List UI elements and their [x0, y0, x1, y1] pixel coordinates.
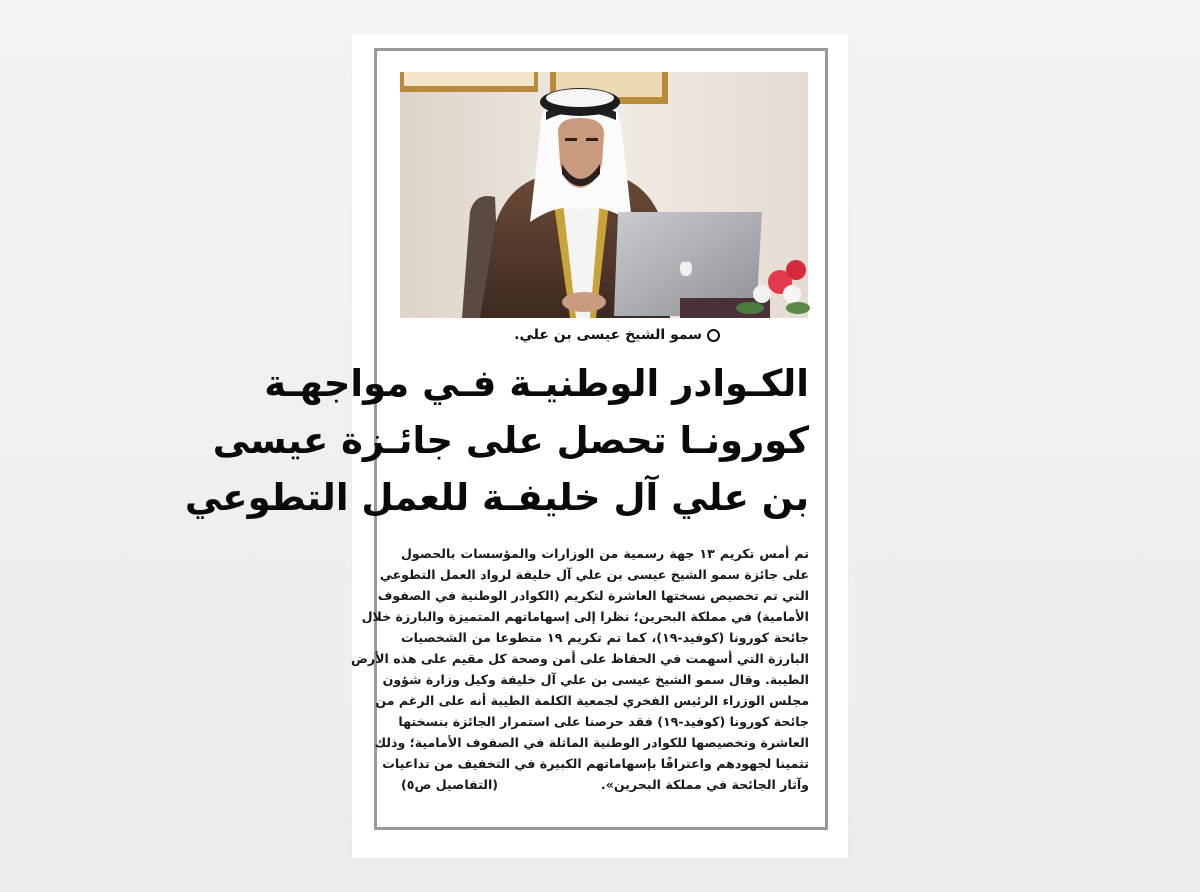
body-line: العاشرة وتخصيصها للكوادر الوطنية الماثلة في الصفوف الأمامية؛ وذلك [374, 735, 809, 750]
article-photo [400, 72, 808, 318]
article-frame [184, 48, 828, 830]
newspaper-page [184, 34, 848, 858]
article-body [350, 543, 810, 795]
body-line: على جائزة سمو الشيخ عيسى بن علي آل خليفة لرواد العمل التطوعي [379, 567, 809, 582]
body-line: مجلس الوزراء الرئيس الفخري لجمعية الكلمة الطيبة أنه على الرغم من [375, 693, 809, 708]
body-line: الطيبة. وقال سمو الشيخ عيسى بن علي آل خليفة وكيل وزارة شؤون [382, 672, 809, 687]
body-last-line: وآثار الجائحة في مملكة البحرين». [600, 777, 809, 792]
caption-text: سمو الشيخ عيسى بن علي. [514, 327, 702, 343]
headline-line-2: كورونـا تحصل على جائـزة عيسى [212, 419, 809, 462]
body-line: جائحة كورونا (كوفيد-١٩) فقد حرصنا على استمرار الجائزة بنسختها [398, 714, 809, 729]
photo-caption [514, 327, 720, 343]
headline [184, 355, 809, 526]
headline-line-1: الكـوادر الوطنيـة فـي مواجهـة [264, 362, 809, 405]
body-line: الأمامية) في مملكة البحرين؛ نظرا إلى إسهاماتهم المتميزة والبارزة خلال [361, 609, 809, 624]
caption-bullet-icon [707, 329, 720, 342]
body-line: تم أمس تكريم ١٣ جهة رسمية من الوزارات والمؤسسات بالحصول [401, 546, 809, 561]
body-last-row [401, 774, 809, 795]
details-reference: (التفاصيل ص٥) [401, 777, 499, 792]
body-line: البارزة التي أسهمت في الحفاظ على أمن وصحة كل مقيم على هذه الأرض [350, 651, 809, 666]
body-line: التي تم تخصيص نسختها العاشرة لتكريم (الكوادر الوطنية في الصفوف [377, 588, 809, 603]
photo-illustration [400, 72, 808, 318]
headline-line-3: بن علي آل خليفـة للعمل التطوعي [184, 476, 809, 519]
body-line: جائحة كورونا (كوفيد-١٩)، كما تم تكريم ١٩ متطوعا من الشخصيات [401, 630, 810, 645]
body-line: تثمينا لجهودهم واعترافًا بإسهاماتهم الكبيرة في التخفيف من تداعيات [382, 756, 809, 771]
